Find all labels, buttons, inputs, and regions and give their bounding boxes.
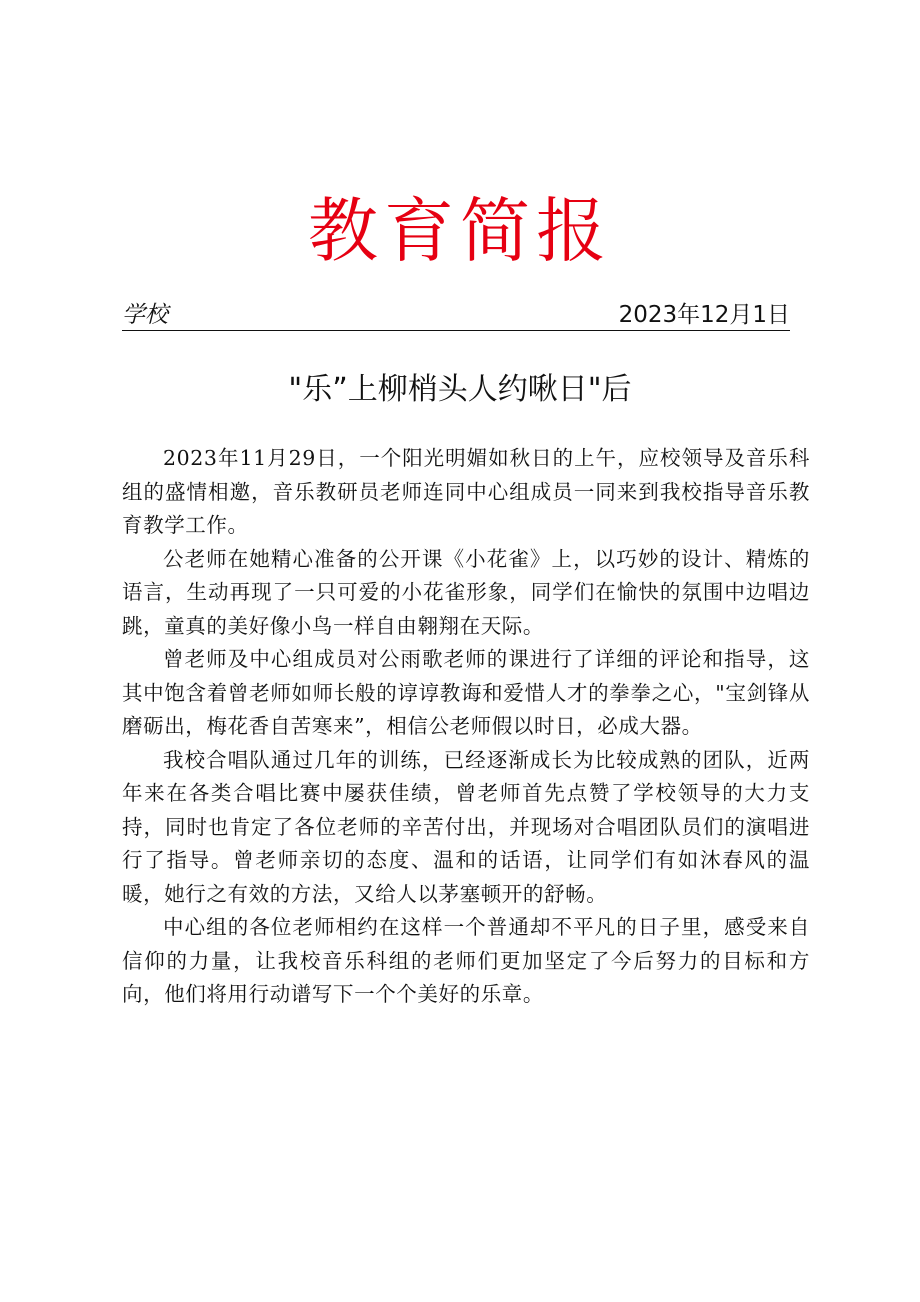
school-label: 学校 [122,302,168,328]
masthead-title: 教育简报 [308,190,612,272]
article-body [122,442,810,1012]
issue-info-bar [122,300,790,331]
issue-date: 2023年12月1日 [618,302,790,328]
article-paragraph: 2023年11月29日，一个阳光明媚如秋日的上午，应校领导及音乐科组的盛情相邀，音乐教研员老师连同中心组成员一同来到我校指导音乐教育教学工作。 [122,446,810,537]
article-headline: "乐”上柳梢头人约啾日"后 [288,372,632,407]
article-paragraph: 中心组的各位老师相约在这样一个普通却不平凡的日子里，感受来自信仰的力量，让我校音乐科组的老师们更加坚定了今后努力的目标和方向，他们将用行动谱写下一个个美好的乐章。 [122,915,810,1006]
article-paragraph: 曾老师及中心组成员对公雨歌老师的课进行了详细的评论和指导，这其中饱含着曾老师如师长般的谆谆教诲和爱惜人才的拳拳之心，"宝剑锋从磨砺出，梅花香自苦寒来”，相信公老师假以时日，必成大器。 [122,647,810,738]
article-paragraph: 公老师在她精心准备的公开课《小花雀》上，以巧妙的设计、精炼的语言，生动再现了一只可爱的小花雀形象，同学们在愉快的氛围中边唱边跳，童真的美好像小鸟一样自由翱翔在天际。 [122,546,810,638]
article-paragraph: 我校合唱队通过几年的训练，已经逐渐成长为比较成熟的团队，近两年来在各类合唱比赛中屡获佳绩，曾老师首先点赞了学校领导的大力支持，同时也肯定了各位老师的辛苦付出，并现场对合唱团队员们的演唱进行了指导。曾老师亲切的态度、温和的话语，让同学们有如沐春风的温暖，她行之有效的方法，又给人以茅塞顿开的舒畅。 [122,747,810,906]
